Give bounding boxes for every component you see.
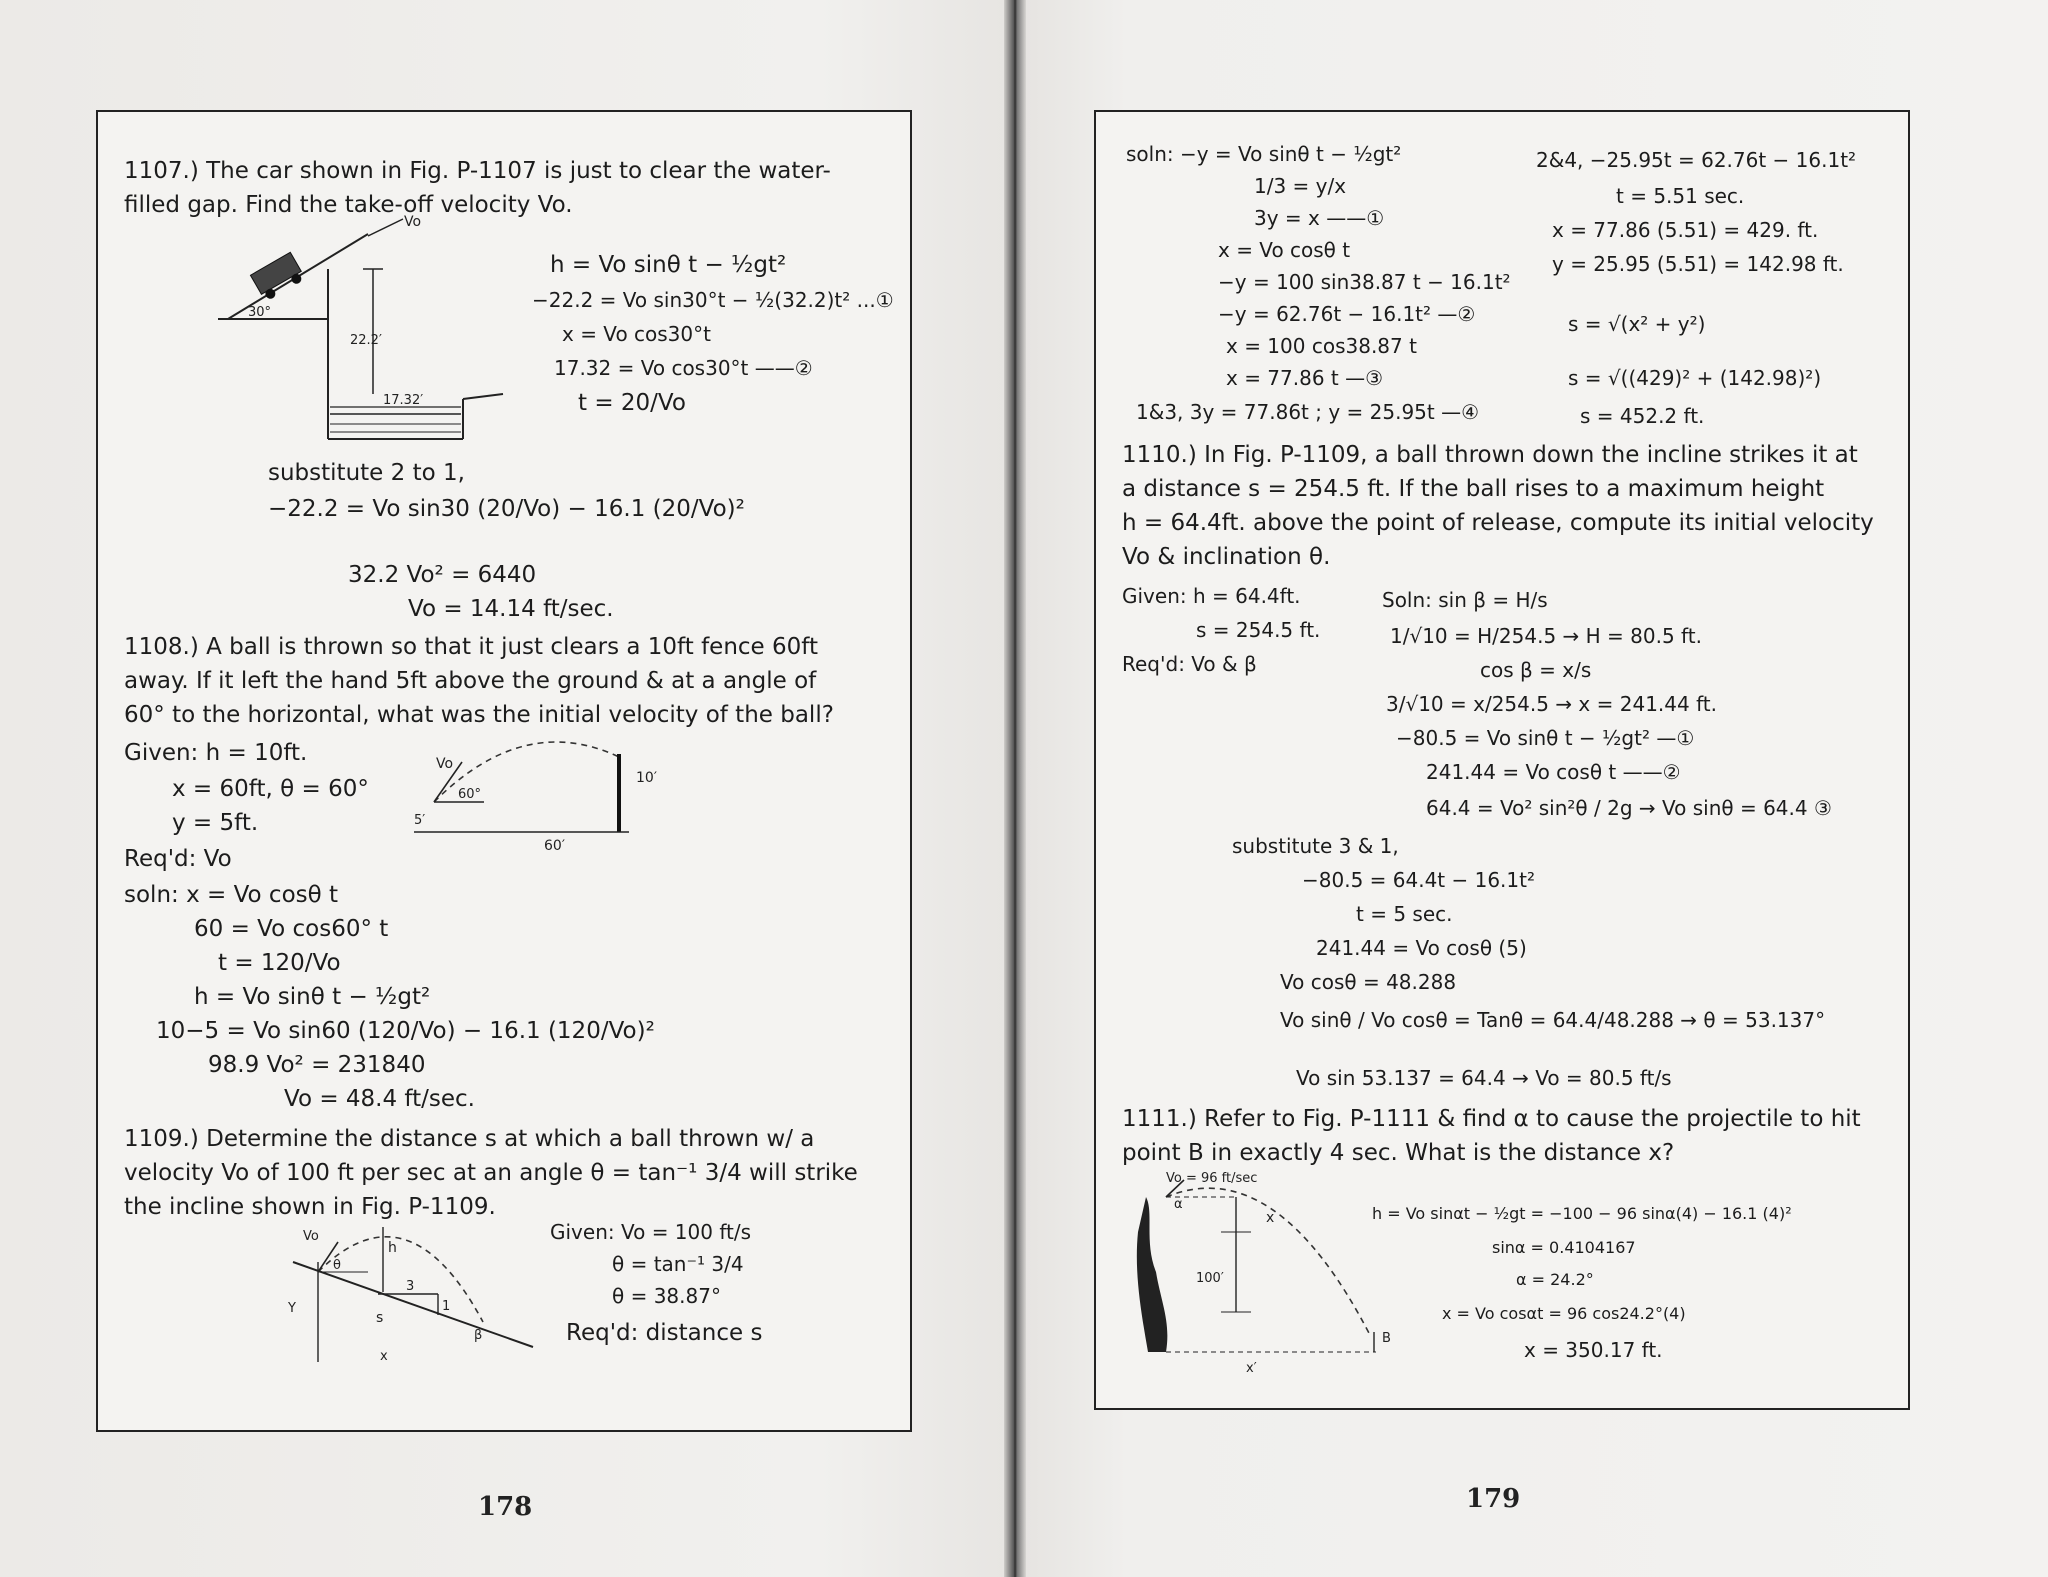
p1110-result-5: Vo sinθ / Vo cosθ = Tanθ = 64.4/48.288 → θ = 53.137°	[1280, 1008, 1826, 1032]
p1109-given-1: Given: Vo = 100 ft/s	[550, 1220, 752, 1244]
p1108-reqd: Req'd: Vo	[124, 846, 232, 872]
p1108-soln-1: soln: x = Vo cosθ t	[124, 882, 339, 908]
p1108-given-2: x = 60ft, θ = 60°	[172, 776, 369, 802]
p1110-result-6: Vo sin 53.137 = 64.4 → Vo = 80.5 ft/s	[1296, 1066, 1672, 1090]
fig-1108-height-label: 5′	[414, 813, 426, 828]
p1111-soln-4: x = Vo cosαt = 96 cos24.2°(4)	[1442, 1304, 1686, 1323]
figure-p1107	[218, 214, 508, 449]
p1107-eq-4: 17.32 = Vo cos30°t ——②	[554, 356, 813, 380]
p1110-reqd: Req'd: Vo & β	[1122, 652, 1257, 676]
p1110-given-2: s = 254.5 ft.	[1196, 618, 1321, 642]
p1109-given-2: θ = tan⁻¹ 3/4	[612, 1252, 744, 1276]
p1107-eq-2: −22.2 = Vo sin30°t − ½(32.2)t² ...①	[532, 288, 894, 312]
fig-1108-fence-label: 10′	[636, 770, 657, 786]
p1111-soln-2: sinα = 0.4104167	[1492, 1238, 1636, 1257]
left-page	[0, 0, 1004, 1577]
page-number-left: 178	[478, 1492, 533, 1522]
p1110-soln-3: cos β = x/s	[1480, 658, 1592, 682]
problem-1108-line-3: 60° to the horizontal, what was the initial velocity of the ball?	[124, 702, 834, 728]
p1108-soln-2: 60 = Vo cos60° t	[194, 916, 389, 942]
p1109-soln-a8: x = 77.86 t —③	[1226, 366, 1384, 390]
problem-1110-line-2: a distance s = 254.5 ft. If the ball rises to a maximum height	[1122, 476, 1825, 502]
problem-1108-line-1: 1108.) A ball is thrown so that it just clears a 10ft fence 60ft	[124, 634, 818, 660]
problem-1110-line-4: Vo & inclination θ.	[1122, 544, 1331, 570]
p1108-soln-7: Vo = 48.4 ft/sec.	[284, 1086, 475, 1112]
p1108-soln-6: 98.9 Vo² = 231840	[208, 1052, 426, 1078]
p1109-soln-b3: x = 77.86 (5.51) = 429. ft.	[1552, 218, 1819, 242]
p1110-given-1: Given: h = 64.4ft.	[1122, 584, 1301, 608]
problem-1107-line-1: 1107.) The car shown in Fig. P-1107 is just to clear the water-	[124, 158, 831, 184]
p1109-soln-a5: −y = 100 sin38.87 t − 16.1t²	[1218, 270, 1511, 294]
p1109-soln-a4: x = Vo cosθ t	[1218, 238, 1351, 262]
fig-1108-vo-label: Vo	[436, 756, 454, 772]
fig-1111-alpha-label: α	[1174, 1197, 1183, 1212]
fig-1109-one-label: 1	[442, 1299, 451, 1314]
fig-1108-distance-label: 60′	[544, 838, 565, 854]
p1109-soln-a2: 1/3 = y/x	[1254, 174, 1347, 198]
fig-1111-vo-label: Vo = 96 ft/sec	[1166, 1171, 1258, 1186]
problem-1107-line-2: filled gap. Find the take-off velocity Vo.	[124, 192, 573, 218]
fig-1109-h-label: h	[388, 1240, 397, 1256]
problem-1109-line-2: velocity Vo of 100 ft per sec at an angle θ = tan⁻¹ 3/4 will strike	[124, 1160, 858, 1186]
fig-1107-height-label: 22.2′	[350, 333, 382, 348]
fig-1109-three-label: 3	[406, 1279, 415, 1294]
p1110-soln-4: 3/√10 = x/254.5 → x = 241.44 ft.	[1386, 692, 1717, 716]
figure-p1109	[278, 1212, 538, 1362]
p1107-result-1: 32.2 Vo² = 6440	[348, 562, 537, 588]
page-number-right: 179	[1466, 1484, 1521, 1514]
p1107-result-2: Vo = 14.14 ft/sec.	[408, 596, 614, 622]
p1109-soln-a7: x = 100 cos38.87 t	[1226, 334, 1417, 358]
p1108-given-1: Given: h = 10ft.	[124, 740, 308, 766]
problem-1111-line-1: 1111.) Refer to Fig. P-1111 & find α to cause the projectile to hit	[1122, 1106, 1861, 1132]
p1107-eq-3: x = Vo cos30°t	[562, 322, 711, 346]
fig-1109-x-label: x	[380, 1349, 388, 1364]
p1111-soln-5: x = 350.17 ft.	[1524, 1338, 1663, 1362]
problem-1109-line-1: 1109.) Determine the distance s at which a ball thrown w/ a	[124, 1126, 815, 1152]
fig-1107-gap-label: 17.32′	[383, 393, 424, 408]
p1109-soln-b6: s = √((429)² + (142.98)²)	[1568, 366, 1822, 390]
p1110-result-4: Vo cosθ = 48.288	[1280, 970, 1457, 994]
p1107-substitute-eq: −22.2 = Vo sin30 (20/Vo) − 16.1 (20/Vo)²	[268, 496, 745, 522]
problem-1110-line-1: 1110.) In Fig. P-1109, a ball thrown down the incline strikes it at	[1122, 442, 1858, 468]
left-content-frame	[96, 110, 912, 1432]
figure-p1108	[414, 732, 664, 854]
p1107-substitute: substitute 2 to 1,	[268, 460, 465, 486]
p1111-soln-3: α = 24.2°	[1516, 1270, 1594, 1289]
fig-1108-angle-label: 60°	[458, 787, 482, 802]
p1108-soln-3: t = 120/Vo	[218, 950, 341, 976]
p1109-soln-a1: soln: −y = Vo sinθ t − ½gt²	[1126, 142, 1402, 166]
problem-1108-line-2: away. If it left the hand 5ft above the ground & at a angle of	[124, 668, 817, 694]
p1110-result-1: −80.5 = 64.4t − 16.1t²	[1302, 868, 1535, 892]
right-content-frame	[1094, 110, 1910, 1410]
fig-1107-angle-label: 30°	[248, 305, 272, 320]
p1108-soln-4: h = Vo sinθ t − ½gt²	[194, 984, 431, 1010]
p1109-given-3: θ = 38.87°	[612, 1284, 721, 1308]
problem-1109-line-3: the incline shown in Fig. P-1109.	[124, 1194, 496, 1220]
right-page	[1026, 0, 2048, 1577]
problem-1110-line-3: h = 64.4ft. above the point of release, compute its initial velocity	[1122, 510, 1874, 536]
p1108-soln-5: 10−5 = Vo sin60 (120/Vo) − 16.1 (120/Vo)²	[156, 1018, 655, 1044]
p1109-soln-b2: t = 5.51 sec.	[1616, 184, 1745, 208]
p1110-soln-1: Soln: sin β = H/s	[1382, 588, 1548, 612]
fig-1111-b-label: B	[1382, 1331, 1391, 1346]
fig-1109-y-label: Y	[288, 1301, 296, 1316]
p1109-soln-b5: s = √(x² + y²)	[1568, 312, 1706, 336]
p1109-soln-a3: 3y = x ——①	[1254, 206, 1385, 230]
p1109-soln-b1: 2&4, −25.95t = 62.76t − 16.1t²	[1536, 148, 1857, 172]
p1110-soln-7: 64.4 = Vo² sin²θ / 2g → Vo sinθ = 64.4 ③	[1426, 796, 1832, 820]
p1107-eq-1: h = Vo sinθ t − ½gt²	[550, 252, 787, 278]
fig-1109-vo-label: Vo	[303, 1229, 319, 1244]
fig-1111-xprime-label: x′	[1246, 1361, 1257, 1376]
problem-1111-line-2: point B in exactly 4 sec. What is the distance x?	[1122, 1140, 1675, 1166]
p1109-soln-b7: s = 452.2 ft.	[1580, 404, 1705, 428]
fig-1109-theta-label: θ	[333, 1258, 341, 1273]
p1110-result-2: t = 5 sec.	[1356, 902, 1453, 926]
p1110-result-3: 241.44 = Vo cosθ (5)	[1316, 936, 1527, 960]
p1109-reqd: Req'd: distance s	[566, 1320, 763, 1346]
p1110-substitute: substitute 3 & 1,	[1232, 834, 1399, 858]
p1110-soln-6: 241.44 = Vo cosθ t ——②	[1426, 760, 1681, 784]
fig-1109-s-label: s	[376, 1310, 384, 1326]
p1109-soln-a6: −y = 62.76t − 16.1t² —②	[1218, 302, 1476, 326]
fig-1107-vo-label: Vo	[404, 214, 422, 230]
p1111-soln-1: h = Vo sinαt − ½gt = −100 − 96 sinα(4) − 16.1 (4)²	[1372, 1204, 1792, 1223]
p1107-eq-5: t = 20/Vo	[578, 390, 686, 416]
p1110-soln-5: −80.5 = Vo sinθ t − ½gt² —①	[1396, 726, 1695, 750]
p1109-soln-b4: y = 25.95 (5.51) = 142.98 ft.	[1552, 252, 1844, 276]
fig-1109-beta-label: β	[474, 1328, 483, 1343]
book-gutter	[1004, 0, 1026, 1577]
fig-1111-x-label: x	[1266, 1210, 1275, 1226]
fig-1111-height-label: 100′	[1196, 1271, 1224, 1286]
p1108-given-3: y = 5ft.	[172, 810, 259, 836]
p1110-soln-2: 1/√10 = H/254.5 → H = 80.5 ft.	[1390, 624, 1702, 648]
p1109-soln-a9: 1&3, 3y = 77.86t ; y = 25.95t —④	[1136, 400, 1480, 424]
